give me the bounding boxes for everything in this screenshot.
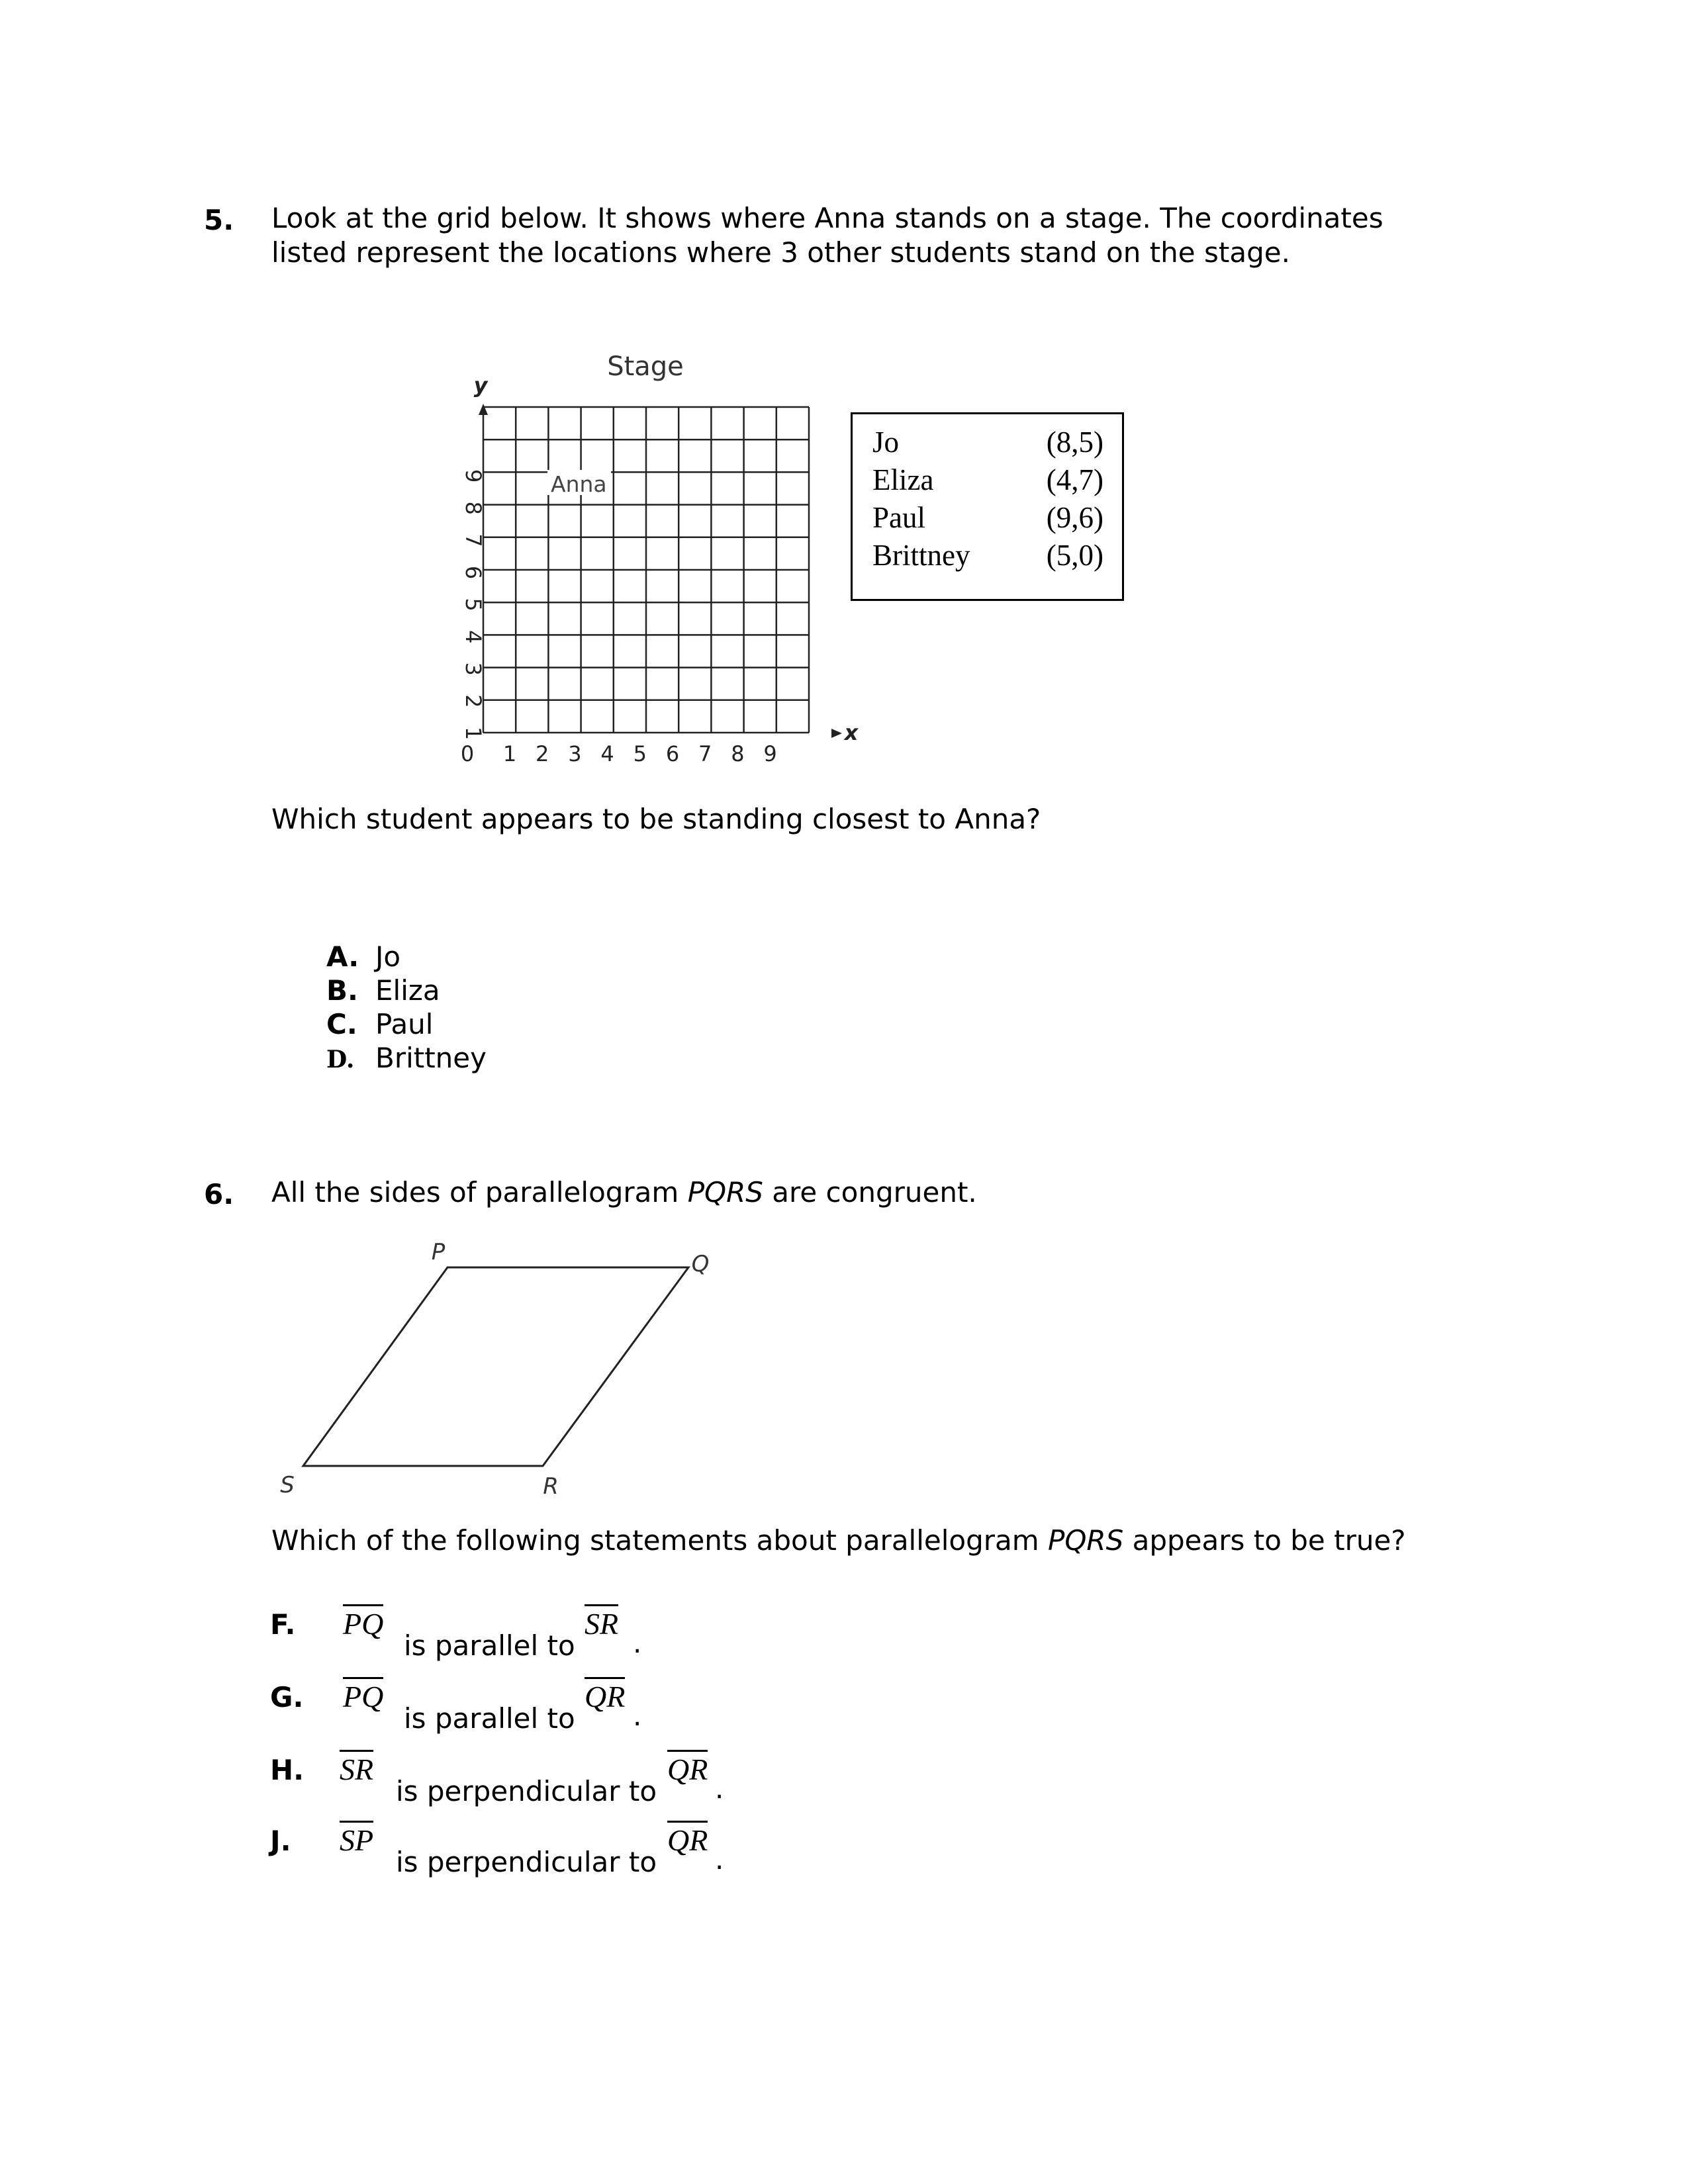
x-tick-label: 9 — [763, 741, 777, 766]
grid-title: Stage — [607, 351, 684, 382]
choice-letter: D. — [326, 1046, 355, 1073]
y-tick-label: 3 — [461, 662, 486, 676]
x-tick-label: 1 — [502, 741, 517, 766]
answer-choice-g[interactable] — [270, 1681, 773, 1741]
y-tick-label: 4 — [461, 630, 486, 644]
period: . — [633, 1700, 642, 1732]
relation-text: is perpendicular to — [396, 1846, 657, 1878]
question-5-text: Look at the grid below. It shows where Anna stands on a stage. The coordinates listed represent the locations where 3 other students stand on the stage. — [271, 202, 1383, 269]
student-coordinates-box — [851, 412, 1124, 601]
student-coord: (4,7) — [1046, 463, 1103, 496]
period: . — [633, 1627, 642, 1659]
choice-letter: J. — [270, 1825, 291, 1857]
relation-text: is parallel to — [404, 1629, 575, 1662]
question-6-text — [271, 1175, 1397, 1210]
segment-1: SR — [340, 1750, 373, 1786]
y-tick-labels — [461, 469, 486, 740]
segment-2: QR — [585, 1677, 625, 1713]
x-tick-label: 4 — [600, 741, 614, 766]
parallelogram-pqrs — [303, 1267, 688, 1466]
stage-grid-figure — [437, 341, 861, 778]
choice-letter: G. — [270, 1681, 304, 1713]
choice-letter: F. — [270, 1608, 296, 1641]
q6-prompt-italic: PQRS — [1048, 1524, 1124, 1557]
choice-text: Brittney — [375, 1042, 487, 1074]
anna-label: Anna — [551, 471, 607, 497]
q6-text-before: All the sides of parallelogram — [271, 1176, 688, 1208]
choice-text: Paul — [375, 1008, 434, 1040]
y-tick-label: 6 — [461, 565, 486, 580]
question-5-choices — [326, 940, 487, 1077]
parallelogram-figure — [265, 1238, 741, 1496]
student-name: Paul — [872, 501, 926, 534]
segment-1: SP — [340, 1821, 373, 1857]
segment-2: QR — [667, 1821, 708, 1857]
question-6-prompt — [271, 1524, 1463, 1558]
answer-choice-f[interactable] — [270, 1608, 773, 1668]
answer-choice-j[interactable] — [270, 1825, 773, 1884]
answer-choice-d[interactable] — [326, 1041, 487, 1077]
answer-choice-b[interactable] — [326, 974, 487, 1007]
student-row — [872, 537, 1103, 574]
choice-letter: B. — [326, 974, 358, 1007]
y-tick-label: 1 — [461, 726, 486, 741]
q6-text-italic: PQRS — [687, 1176, 763, 1208]
x-tick-label: 6 — [665, 741, 680, 766]
choice-text: Eliza — [375, 974, 440, 1007]
relation-text: is perpendicular to — [396, 1775, 657, 1807]
choice-text: Jo — [375, 940, 401, 973]
vertex-q-label: Q — [691, 1251, 710, 1277]
q6-prompt-after: appears to be true? — [1123, 1524, 1406, 1557]
y-tick-label: 5 — [461, 598, 486, 612]
student-name: Brittney — [872, 539, 970, 572]
answer-choice-c[interactable] — [326, 1007, 487, 1041]
vertex-p-label: P — [431, 1239, 445, 1265]
origin-label: 0 — [460, 741, 475, 766]
x-axis-label: x — [844, 720, 859, 745]
y-tick-label: 8 — [461, 501, 486, 515]
q6-text-after: are congruent. — [763, 1176, 977, 1208]
vertex-s-label: S — [280, 1472, 295, 1496]
x-tick-label: 7 — [698, 741, 712, 766]
y-tick-label: 7 — [461, 533, 486, 547]
choice-letter: A. — [326, 940, 359, 973]
choice-letter: H. — [270, 1754, 305, 1786]
student-row — [872, 461, 1103, 499]
y-tick-label: 2 — [461, 694, 486, 708]
q6-prompt-before: Which of the following statements about parallelogram — [271, 1524, 1049, 1557]
question-5-prompt: Which student appears to be standing closest to Anna? — [271, 803, 1041, 835]
student-row — [872, 424, 1103, 461]
student-coord: (9,6) — [1046, 501, 1103, 534]
student-coord: (5,0) — [1046, 539, 1103, 572]
vertex-r-label: R — [543, 1473, 559, 1496]
x-tick-labels — [503, 741, 777, 766]
student-name: Eliza — [872, 463, 934, 496]
student-coord: (8,5) — [1046, 426, 1103, 459]
question-5-number: 5. — [204, 204, 234, 236]
question-6-number: 6. — [204, 1178, 234, 1210]
relation-text: is parallel to — [404, 1702, 575, 1735]
segment-2: QR — [667, 1750, 708, 1786]
x-tick-label: 2 — [536, 741, 549, 766]
y-axis-label: y — [473, 373, 488, 398]
x-tick-label: 5 — [633, 741, 647, 766]
choice-letter: C. — [326, 1008, 357, 1040]
x-tick-label: 8 — [731, 741, 745, 766]
student-row — [872, 499, 1103, 537]
answer-choice-h[interactable] — [270, 1754, 773, 1813]
segment-1: PQ — [343, 1677, 383, 1713]
y-tick-label: 9 — [461, 469, 486, 483]
answer-choice-a[interactable] — [326, 940, 487, 974]
period: . — [715, 1843, 724, 1876]
period: . — [715, 1772, 724, 1805]
segment-2: SR — [585, 1604, 618, 1641]
x-tick-label: 3 — [568, 741, 582, 766]
student-name: Jo — [872, 426, 900, 459]
segment-1: PQ — [343, 1604, 383, 1641]
